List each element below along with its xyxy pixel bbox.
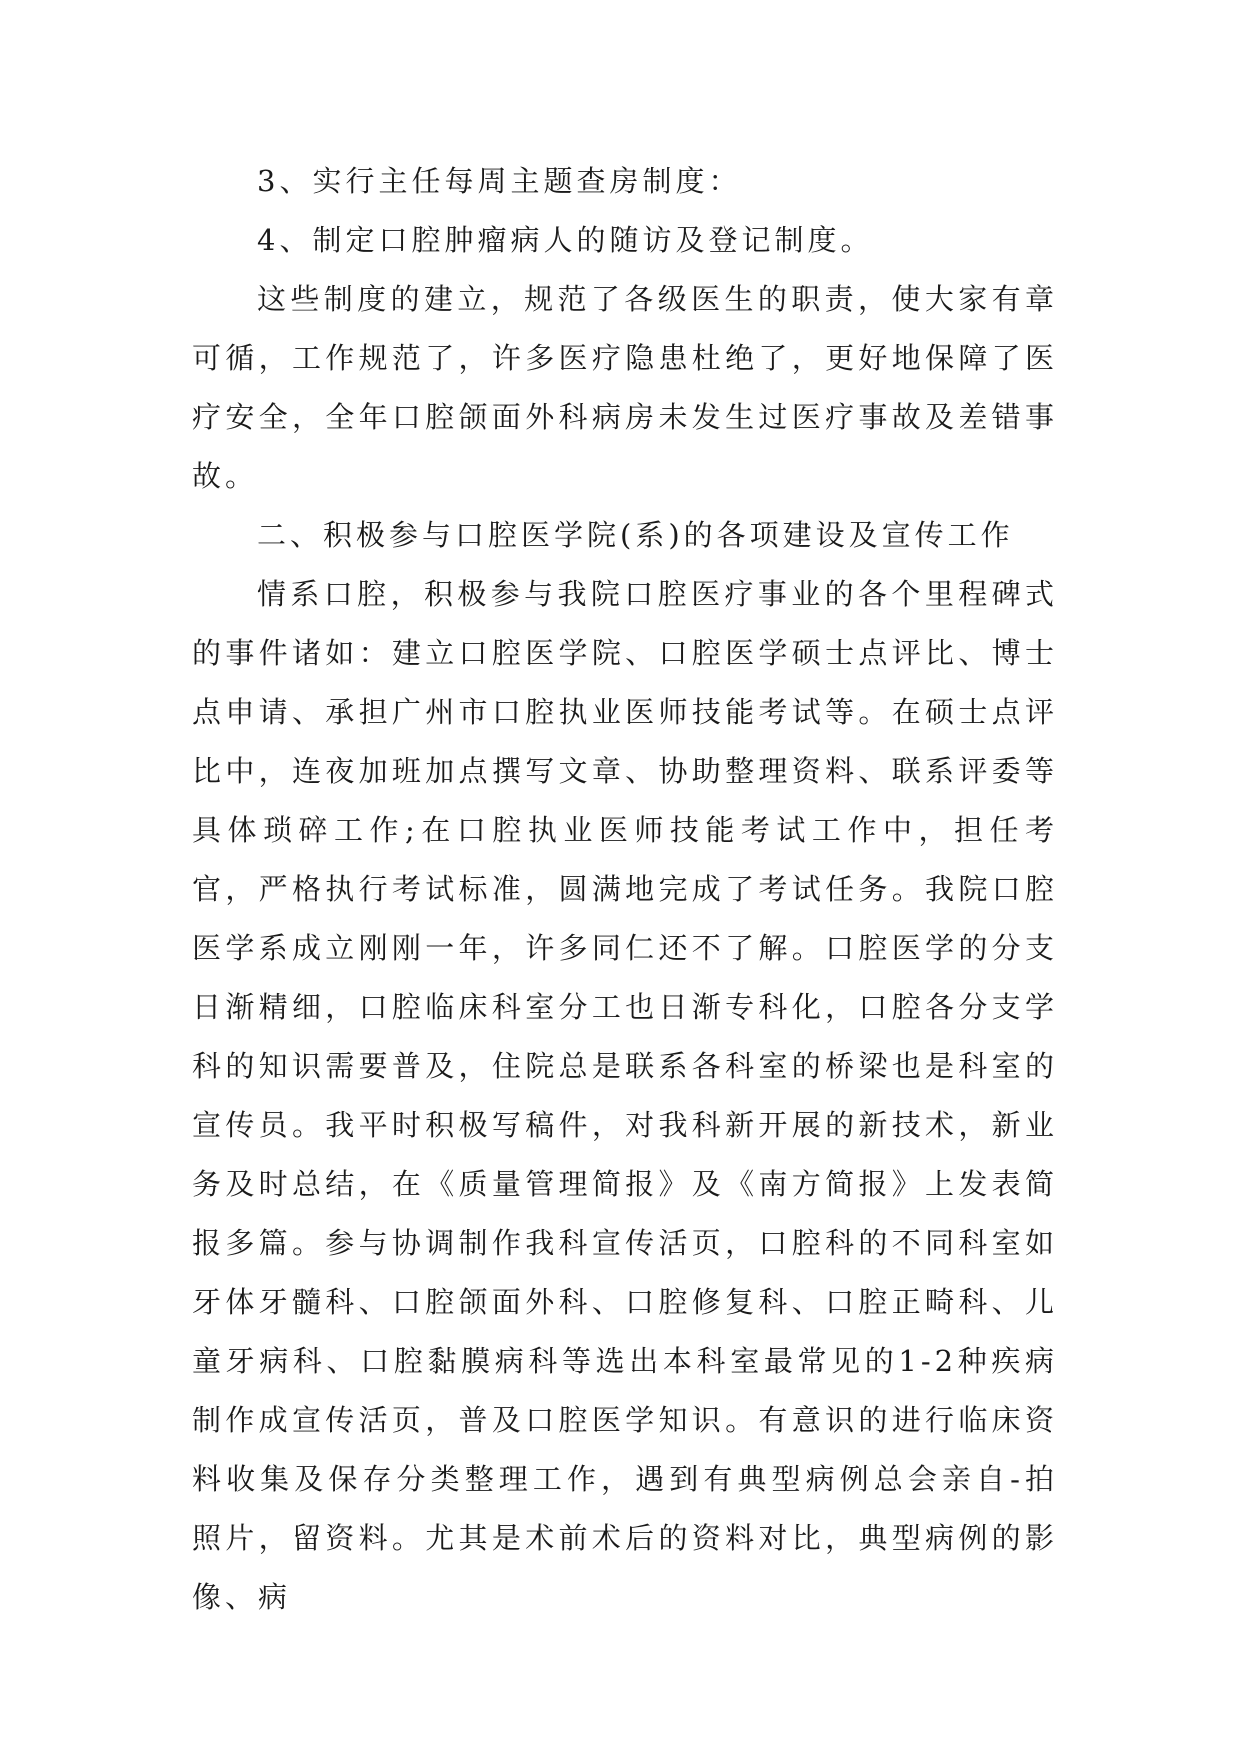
paragraph-item-4: 4、制定口腔肿瘤病人的随访及登记制度。 (257, 223, 874, 257)
document-page (192, 152, 1058, 1627)
paragraph-item-3: 3、实行主任每周主题查房制度： (257, 164, 742, 198)
section-heading-2: 二、积极参与口腔医学院(系)的各项建设及宣传工作 (257, 518, 1014, 552)
paragraph-publicity-work: 情系口腔，积极参与我院口腔医疗事业的各个里程碑式的事件诸如：建立口腔医学院、口腔医学硕士点评比、博士点申请、承担广州市口腔执业医师技能考试等。在硕士点评比中，连夜加班加点撰写文章、协助整理资料、联系评委等具体琐碎工作;在口腔执业医师技能考试工作中，担任考官，严格执行考试标准，圆满地完成了考试任务。我院口腔医学系成立刚刚一年，许多同仁还不了解。口腔医学的分支日渐精细，口腔临床科室分工也日渐专科化，口腔各分支学科的知识需要普及，住院总是联系各科室的桥梁也是科室的宣传员。我平时积极写稿件，对我科新开展的新技术，新业务及时总结，在《质量管理简报》及《南方简报》上发表简报多篇。参与协调制作我科宣传活页，口腔科的不同科室如牙体牙髓科、口腔颌面外科、口腔修复科、口腔正畸科、儿童牙病科、口腔黏膜病科等选出本科室最常见的1-2种疾病制作成宣传活页，普及口腔医学知识。有意识的进行临床资料收集及保存分类整理工作，遇到有典型病例总会亲自-拍照片，留资料。尤其是术前术后的资料对比，典型病例的影像、病 (192, 577, 1058, 1614)
paragraph-system-summary: 这些制度的建立，规范了各级医生的职责，使大家有章可循，工作规范了，许多医疗隐患杜绝了，更好地保障了医疗安全，全年口腔颌面外科病房未发生过医疗事故及差错事故。 (192, 282, 1058, 493)
